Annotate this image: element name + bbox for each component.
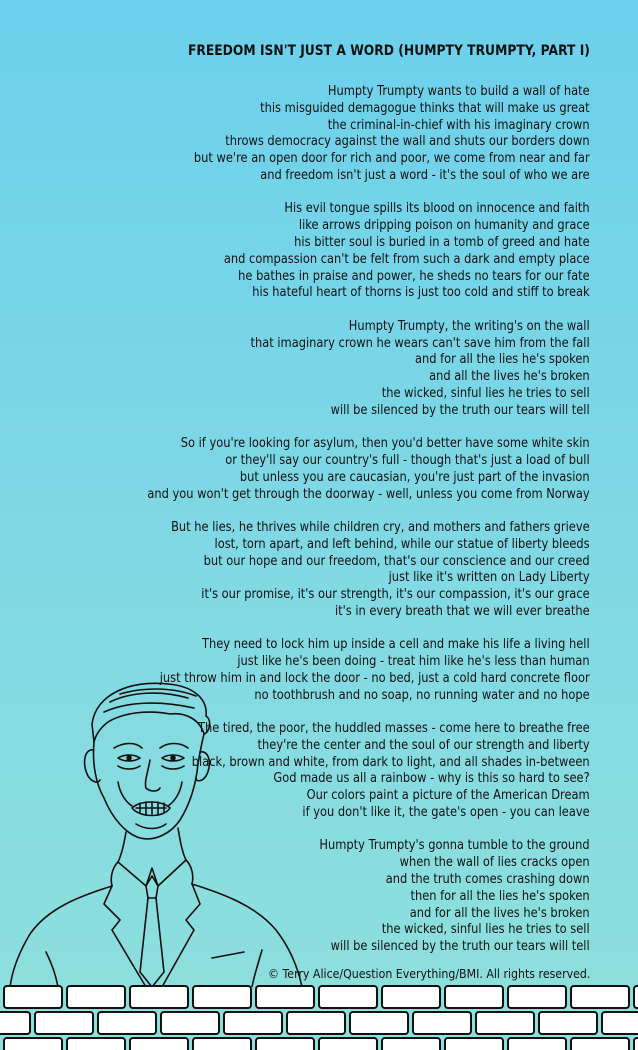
poem-line: they're the center and the soul of our strength and liberty bbox=[257, 737, 590, 753]
poem-line: The tired, the poor, the huddled masses - come here to breathe free bbox=[198, 721, 590, 737]
poem-line: like arrows dripping poison on humanity and grace bbox=[299, 218, 590, 234]
face-outline bbox=[93, 734, 204, 839]
poem-line: but our hope and our freedom, that's our conscience and our creed bbox=[203, 553, 590, 569]
brick bbox=[350, 1012, 408, 1034]
poem-line: and the truth comes crashing down bbox=[386, 872, 590, 888]
brick bbox=[508, 1038, 566, 1050]
brick bbox=[256, 986, 314, 1008]
brick bbox=[382, 986, 440, 1008]
poem-line: this misguided demagogue thinks that will make us great bbox=[260, 100, 590, 116]
poem-line: just like he's been doing - treat him like he's less than human bbox=[237, 654, 591, 670]
poem-line: throws democracy against the wall and shuts our borders down bbox=[225, 134, 590, 150]
brick bbox=[193, 986, 251, 1008]
poem-line: will be silenced by the truth our tears will tell bbox=[330, 402, 590, 418]
poem-line: But he lies, he thrives while children cry, and mothers and fathers grieve bbox=[171, 519, 591, 535]
poem-line: the wicked, sinful lies he tries to sell bbox=[382, 385, 590, 401]
poem-line: the criminal-in-chief with his imaginary crown bbox=[328, 117, 590, 133]
stanza bbox=[148, 201, 590, 302]
brick bbox=[571, 1038, 629, 1050]
brick bbox=[634, 986, 638, 1008]
brick bbox=[476, 1012, 534, 1034]
brick bbox=[445, 986, 503, 1008]
brick bbox=[508, 986, 566, 1008]
poem-line: and for all the lies he's spoken bbox=[415, 352, 590, 368]
brick bbox=[4, 986, 62, 1008]
brick bbox=[224, 1012, 282, 1034]
poem-line: just throw him in and lock the door - no bed, just a cold hard concrete floor bbox=[160, 670, 590, 686]
poem-line: will be silenced by the truth our tears will tell bbox=[330, 939, 590, 955]
brick bbox=[445, 1038, 503, 1050]
poem-line: and all the lives he's broken bbox=[429, 369, 590, 385]
poem-line: and you won't get through the doorway - well, unless you come from Norway bbox=[147, 486, 590, 502]
brick bbox=[634, 1038, 638, 1050]
brick bbox=[413, 1012, 471, 1034]
poem-line: then for all the lies he's spoken bbox=[410, 888, 590, 904]
brick bbox=[193, 1038, 251, 1050]
poem-line: black, brown and white, from dark to light, and all shades in-between bbox=[192, 754, 590, 770]
poem-line: and compassion can't be felt from such a dark and empty place bbox=[224, 251, 590, 267]
stanza bbox=[148, 436, 590, 503]
poem-line: but we're an open door for rich and poor, we come from near and far bbox=[194, 151, 590, 167]
brick bbox=[130, 986, 188, 1008]
poem-line: when the wall of lies cracks open bbox=[399, 855, 590, 871]
poem-line: Humpty Trumpty's gonna tumble to the ground bbox=[319, 838, 590, 854]
poem-title: FREEDOM ISN'T JUST A WORD (HUMPTY TRUMPTY, PART I) bbox=[188, 43, 590, 59]
stanza bbox=[148, 319, 590, 420]
shirt-collar bbox=[118, 860, 186, 886]
poem-line: Humpty Trumpty wants to build a wall of hate bbox=[328, 84, 590, 99]
poem-line: God made us all a rainbow - why is this so hard to see? bbox=[273, 771, 590, 787]
poem-line: just like it's written on Lady Liberty bbox=[388, 570, 590, 586]
brick bbox=[4, 1038, 62, 1050]
brick bbox=[35, 1012, 93, 1034]
caricature-figure-illustration bbox=[0, 672, 330, 987]
brick-wall bbox=[0, 984, 638, 1050]
brick bbox=[539, 1012, 597, 1034]
poem-line: but unless you are caucasian, you're just part of the invasion bbox=[240, 469, 590, 485]
poem-line: if you don't like it, the gate's open - you can leave bbox=[302, 805, 590, 821]
poem-line: lost, torn apart, and left behind, while our statue of liberty bleeds bbox=[214, 536, 590, 552]
brick bbox=[319, 986, 377, 1008]
brick bbox=[67, 1038, 125, 1050]
brick bbox=[571, 986, 629, 1008]
poem-line: or they'll say our country's full - though that's just a load of bull bbox=[225, 452, 590, 468]
stanza bbox=[148, 520, 590, 621]
poem-line: his bitter soul is buried in a tomb of greed and hate bbox=[294, 234, 590, 250]
poem-line: he bathes in praise and power, he sheds no tears for our fate bbox=[238, 268, 590, 284]
brick bbox=[319, 1038, 377, 1050]
copyright-notice: © Terry Alice/Question Everything/BMI. All rights reserved. bbox=[267, 966, 590, 981]
poem-line: the wicked, sinful lies he tries to sell bbox=[382, 922, 590, 938]
brick bbox=[161, 1012, 219, 1034]
poem-line: it's in every breath that we will ever breathe bbox=[335, 603, 590, 619]
stanza bbox=[148, 84, 590, 185]
brick bbox=[382, 1038, 440, 1050]
poem-line: Humpty Trumpty, the writing's on the wall bbox=[349, 318, 590, 334]
poem-line: They need to lock him up inside a cell and make his life a living hell bbox=[202, 637, 590, 653]
poem-line: So if you're looking for asylum, then you'd better have some white skin bbox=[181, 436, 590, 452]
poem-line: His evil tongue spills its blood on innocence and faith bbox=[284, 201, 590, 217]
hair-outline bbox=[92, 683, 210, 742]
poem-line: and freedom isn't just a word - it's the soul of who we are bbox=[260, 167, 590, 183]
brick bbox=[287, 1012, 345, 1034]
brick bbox=[256, 1038, 314, 1050]
poem-line: it's our promise, it's our strength, it's our compassion, it's our grace bbox=[201, 587, 591, 603]
brick bbox=[602, 1012, 638, 1034]
brick bbox=[0, 1012, 30, 1034]
brick bbox=[98, 1012, 156, 1034]
poem-line: his hateful heart of thorns is just too cold and stiff to break bbox=[252, 285, 590, 301]
brick bbox=[130, 1038, 188, 1050]
poem-line: and for all the lives he's broken bbox=[410, 905, 590, 921]
poem-line: no toothbrush and no soap, no running water and no hope bbox=[254, 687, 590, 703]
poem-line: Our colors paint a picture of the American Dream bbox=[306, 788, 590, 804]
brick bbox=[67, 986, 125, 1008]
poem-line: that imaginary crown he wears can't save him from the fall bbox=[250, 335, 590, 351]
suit-jacket bbox=[10, 886, 112, 987]
